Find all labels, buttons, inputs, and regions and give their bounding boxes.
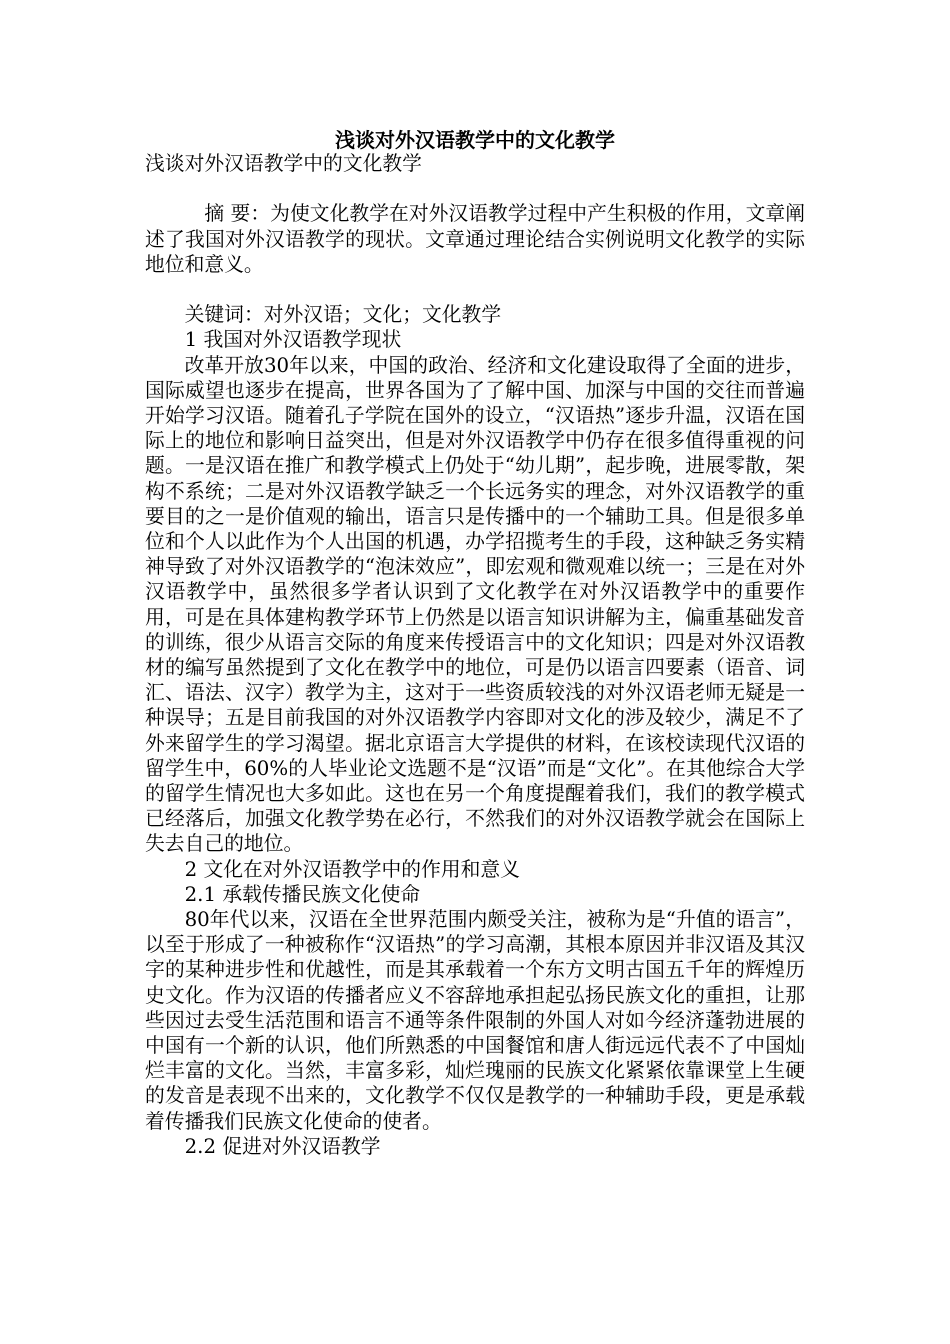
abstract-paragraph: 摘 要：为使文化教学在对外汉语教学过程中产生积极的作用，文章阐述了我国对外汉语教学的现状。文章通过理论结合实例说明文化教学的实际地位和意义。 — [145, 202, 805, 276]
document-body — [145, 151, 805, 1159]
blank-line — [145, 176, 805, 201]
document-subtitle: 浅谈对外汉语教学中的文化教学 — [145, 152, 422, 175]
section-2-2-heading: 2.2 促进对外汉语教学 — [184, 1134, 381, 1158]
document-title: 浅谈对外汉语教学中的文化教学 — [335, 128, 615, 152]
section-1-paragraph: 改革开放30年以来，中国的政治、经济和文化建设取得了全面的进步，国际威望也逐步在提高，世界各国为了了解中国、加深与中国的交往而普遍开始学习汉语。随着孔子学院在国外的设立，“汉语热”逐步升温，汉语在国际上的地位和影响日益突出，但是对外汉语教学中仍存在很多值得重视的问题。一是汉语在推广和教学模式上仍处于“幼儿期”，起步晚，进展零散，架构不系统；二是对外汉语教学缺乏一个长远务实的理念，对外汉语教学的重要目的之一是价值观的输出，语言只是传播中的一个辅助工具。但是很多单位和个人以此作为个人出国的机遇，办学招揽考生的手段，这种缺乏务实精神导致了对外汉语教学的“泡沫效应”，即宏观和微观难以统一；三是在对外汉语教学中，虽然很多学者认识到了文化教学在对外汉语教学中的重要作用，可是在具体建构教学环节上仍然是以语言知识讲解为主，偏重基础发音的训练，很少从语言交际的角度来传授语言中的文化知识；四是对外汉语教材的编写虽然提到了文化在教学中的地位，可是仍以语言四要素（语音、词汇、语法、汉字）教学为主，这对于一些资质较浅的对外汉语老师无疑是一种误导；五是目前我国的对外汉语教学内容即对文化的涉及较少，满足不了外来留学生的学习渴望。据北京语言大学提供的材料，在该校读现代汉语的留学生中，60%的人毕业论文选题不是“汉语”而是“文化”。在其他综合大学的留学生情况也大多如此。这也在另一个角度提醒着我们，我们的教学模式已经落后，加强文化教学势在必行，不然我们的对外汉语教学就会在国际上失去自己的地位。 — [145, 353, 805, 856]
section-2-1-paragraph: 80年代以来，汉语在全世界范围内颇受关注，被称为是“升值的语言”，以至于形成了一种被称作“汉语热”的学习高潮，其根本原因并非汉语及其汉字的某种进步性和优越性，而是其承载着一个东方文明古国五千年的辉煌历史文化。作为汉语的传播者应义不容辞地承担起弘扬民族文化的重担，让那些因过去受生活范围和语言不通等条件限制的外国人对如今经济蓬勃进展的中国有一个新的认识，他们所熟悉的中国餐馆和唐人街远远代表不了中国灿烂丰富的文化。当然，丰富多彩，灿烂瑰丽的民族文化紧紧依靠课堂上生硬的发音是表现不出来的，文化教学不仅仅是教学的一种辅助手段，更是承载着传播我们民族文化使命的使者。 — [145, 908, 805, 1133]
blank-line — [145, 277, 805, 302]
keywords-line: 关键词：对外汉语；文化；文化教学 — [184, 303, 502, 327]
section-2-heading: 2 文化在对外汉语教学中的作用和意义 — [184, 857, 520, 881]
section-1-heading: 1 我国对外汉语教学现状 — [184, 328, 402, 352]
section-2-1-heading: 2.1 承载传播民族文化使命 — [184, 882, 421, 906]
